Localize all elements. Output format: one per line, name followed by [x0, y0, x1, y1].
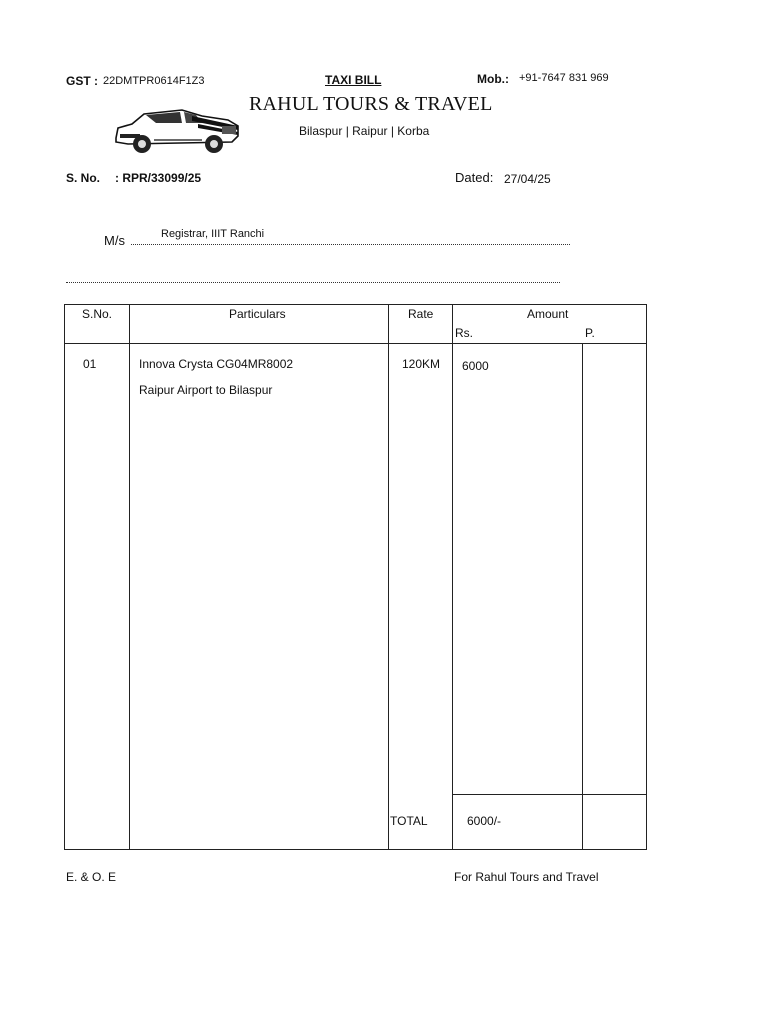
- mobile-label: Mob.:: [477, 72, 509, 86]
- row-sno: 01: [83, 357, 97, 371]
- header-particulars: Particulars: [229, 307, 286, 321]
- row-particulars-line2: Raipur Airport to Bilaspur: [139, 383, 273, 397]
- total-label: TOTAL: [390, 814, 428, 828]
- company-name: RAHUL TOURS & TRAVEL: [249, 93, 493, 115]
- bill-title: TAXI BILL: [325, 73, 382, 87]
- mobile-number: +91-7647 831 969: [519, 72, 609, 84]
- column-divider: [582, 343, 583, 849]
- row-amount-rs: 6000: [462, 359, 489, 373]
- header-rate: Rate: [408, 307, 434, 321]
- car-icon: [110, 104, 242, 158]
- column-divider: [452, 305, 453, 849]
- header-sno: S.No.: [82, 307, 113, 321]
- recipient-line-1: [131, 244, 570, 245]
- column-divider: [388, 305, 389, 849]
- row-particulars-line1: Innova Crysta CG04MR8002: [139, 357, 294, 371]
- header-divider: [65, 343, 646, 344]
- footer-eoe: E. & O. E: [66, 870, 117, 884]
- header-p: P.: [585, 326, 595, 340]
- recipient-name: Registrar, IIIT Ranchi: [161, 228, 265, 240]
- gst-label: GST :: [66, 74, 98, 88]
- date-value: 27/04/25: [504, 172, 551, 186]
- header-amount: Amount: [527, 307, 569, 321]
- gst-number: 22DMTPR0614F1Z3: [103, 75, 205, 87]
- header-rs: Rs.: [455, 326, 473, 340]
- total-divider: [452, 794, 646, 795]
- bill-table: [64, 304, 647, 850]
- serial-number: : RPR/33099/25: [115, 171, 202, 185]
- recipient-line-2: [66, 282, 560, 283]
- column-divider: [129, 305, 130, 849]
- footer-signature: For Rahul Tours and Travel: [454, 870, 599, 884]
- company-locations: Bilaspur | Raipur | Korba: [299, 124, 430, 138]
- row-rate: 120KM: [402, 357, 441, 371]
- total-value: 6000/-: [467, 814, 502, 828]
- date-label: Dated:: [455, 170, 494, 185]
- recipient-label: M/s: [104, 233, 125, 248]
- serial-label: S. No.: [66, 171, 101, 185]
